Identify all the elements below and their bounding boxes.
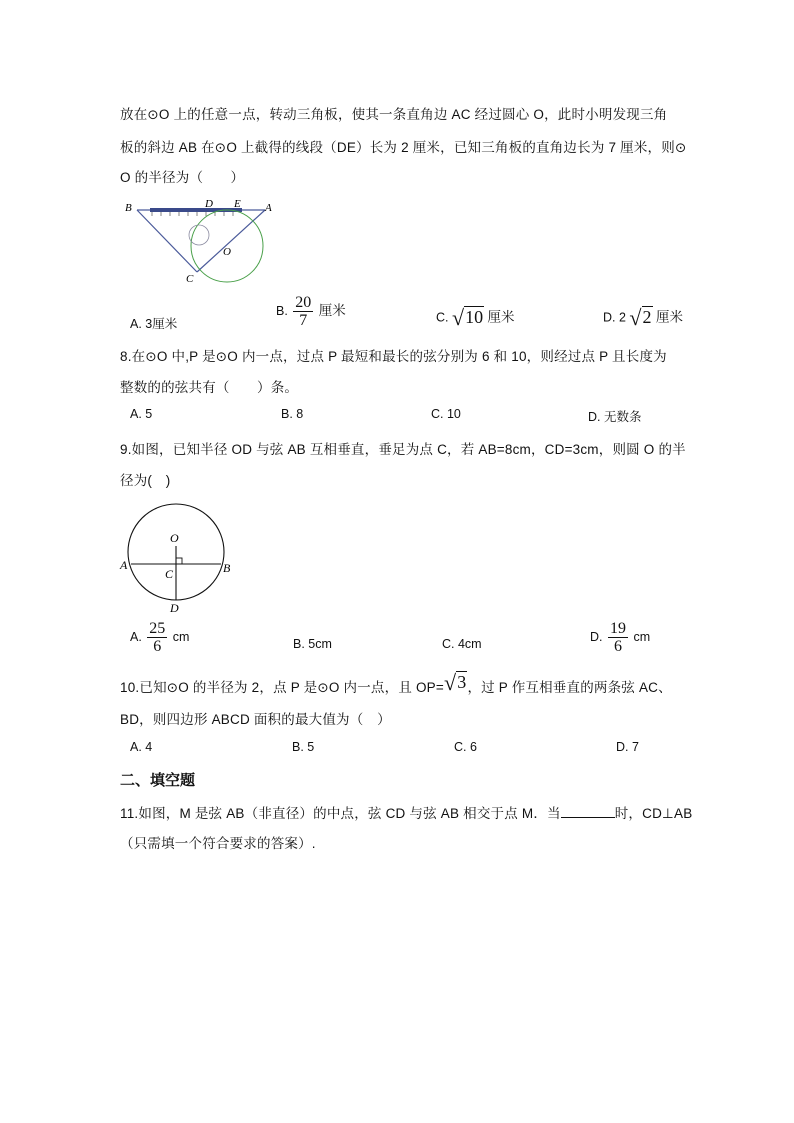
q10-option-d: D. 7	[616, 740, 639, 754]
fraction-denominator: 7	[299, 312, 308, 329]
q7-option-b-fraction	[293, 294, 313, 329]
q10-text-line-2: BD，则四边形 ABCD 面积的最大值为（ ）	[120, 712, 391, 727]
q9-option-a-fraction	[147, 620, 167, 655]
sqrt-radicand: 10	[465, 307, 484, 327]
q7-option-d-sqrt: √2	[629, 305, 652, 330]
q7-option-b-prefix: B.	[276, 303, 288, 318]
q7-option-c-sqrt: √10	[451, 305, 484, 330]
q7-option-d-unit: 厘米	[655, 309, 683, 325]
q7-option-c	[436, 305, 515, 331]
q7-text-line-3: O 的半径为（ ）	[120, 170, 245, 185]
q10-text-part-2: ，过 P 作互相垂直的两条弦 AC、	[467, 680, 672, 695]
q9-text-line-1: 9.如图，已知半径 OD 与弦 AB 互相垂直，垂足为点 C，若 AB=8cm，CD=3cm，则圆 O 的半	[120, 442, 686, 457]
q9-label-d: D	[170, 601, 179, 615]
q7-label-a: A	[265, 202, 272, 214]
q7-label-d: D	[205, 198, 213, 210]
q7-label-c: C	[186, 273, 194, 285]
q10-option-b: B. 5	[292, 740, 315, 754]
q7-option-c-unit: 厘米	[487, 309, 515, 325]
q11-text-line-1	[120, 802, 692, 822]
q9-label-o: O	[170, 531, 179, 545]
q8-option-b: B. 8	[281, 407, 304, 421]
q9-label-c: C	[165, 567, 174, 581]
q10-text-line-1	[120, 670, 672, 696]
q11-answer-blank[interactable]	[561, 805, 615, 818]
sqrt-radicand: 2	[642, 307, 652, 327]
q9-label-b: B	[223, 561, 231, 575]
q7-option-c-prefix: C.	[436, 310, 449, 325]
q11-text-part-2: 时，CD⊥AB	[614, 806, 693, 821]
q8-option-c: C. 10	[431, 407, 461, 421]
q9-option-c: C. 4cm	[442, 637, 482, 651]
q7-label-o: O	[223, 246, 231, 258]
q9-option-d-fraction	[608, 620, 628, 655]
q9-option-d	[590, 620, 650, 655]
q10-text-part-1: 10.已知⊙O 的半径为 2，点 P 是⊙O 内一点，且 OP=	[120, 680, 444, 695]
q9-option-b: B. 5cm	[293, 637, 332, 651]
q9-option-a-prefix: A.	[130, 629, 142, 644]
q7-option-b	[276, 294, 346, 329]
q8-option-d: D. 无数条	[588, 410, 642, 424]
q9-option-d-unit: cm	[633, 629, 651, 644]
sqrt-radicand: 3	[457, 672, 467, 692]
section-title: 二、填空题	[120, 772, 196, 789]
q9-option-a-unit: cm	[172, 629, 190, 644]
q7-option-b-unit: 厘米	[318, 302, 346, 318]
q9-option-d-prefix: D.	[590, 629, 603, 644]
q9-label-a: A	[120, 558, 128, 572]
q7-text-line-2: 板的斜边 AB 在⊙O 上截得的线段（DE）长为 2 厘米，已知三角板的直角边长为 7 厘米，则⊙	[120, 140, 687, 155]
q9-text-line-2: 径为( )	[120, 473, 171, 488]
q9-option-a	[130, 620, 189, 655]
q10-option-c: C. 6	[454, 740, 477, 754]
q7-label-b: B	[125, 202, 132, 214]
q7-option-d	[603, 305, 683, 331]
q7-figure	[122, 196, 282, 286]
q7-option-d-prefix: D. 2	[603, 310, 626, 325]
fraction-denominator: 6	[613, 638, 622, 655]
q10-option-a: A. 4	[130, 740, 153, 754]
fraction-denominator: 6	[153, 638, 162, 655]
q7-text-line-1: 放在⊙O 上的任意一点，转动三角板，使其一条直角边 AC 经过圆心 O，此时小明发现三角	[120, 107, 668, 122]
q8-option-a: A. 5	[130, 407, 153, 421]
fraction-numerator: 19	[609, 620, 626, 637]
fraction-numerator: 25	[149, 620, 166, 637]
q8-text-line-1: 8.在⊙O 中,P 是⊙O 内一点，过点 P 最短和最长的弦分别为 6 和 10，则经过点 P 且长度为	[120, 349, 667, 364]
q11-text-line-2: （只需填一个符合要求的答案）.	[120, 836, 316, 851]
q7-option-a: A. 3厘米	[130, 317, 178, 331]
q7-label-e: E	[234, 198, 241, 210]
fraction-numerator: 20	[295, 294, 312, 311]
q8-text-line-2: 整数的的弦共有（ ）条。	[120, 380, 299, 395]
q10-sqrt: √3	[443, 670, 467, 695]
q11-text-part-1: 11.如图，M 是弦 AB（非直径）的中点，弦 CD 与弦 AB 相交于点 M．当	[120, 806, 561, 821]
q9-figure	[118, 500, 242, 616]
